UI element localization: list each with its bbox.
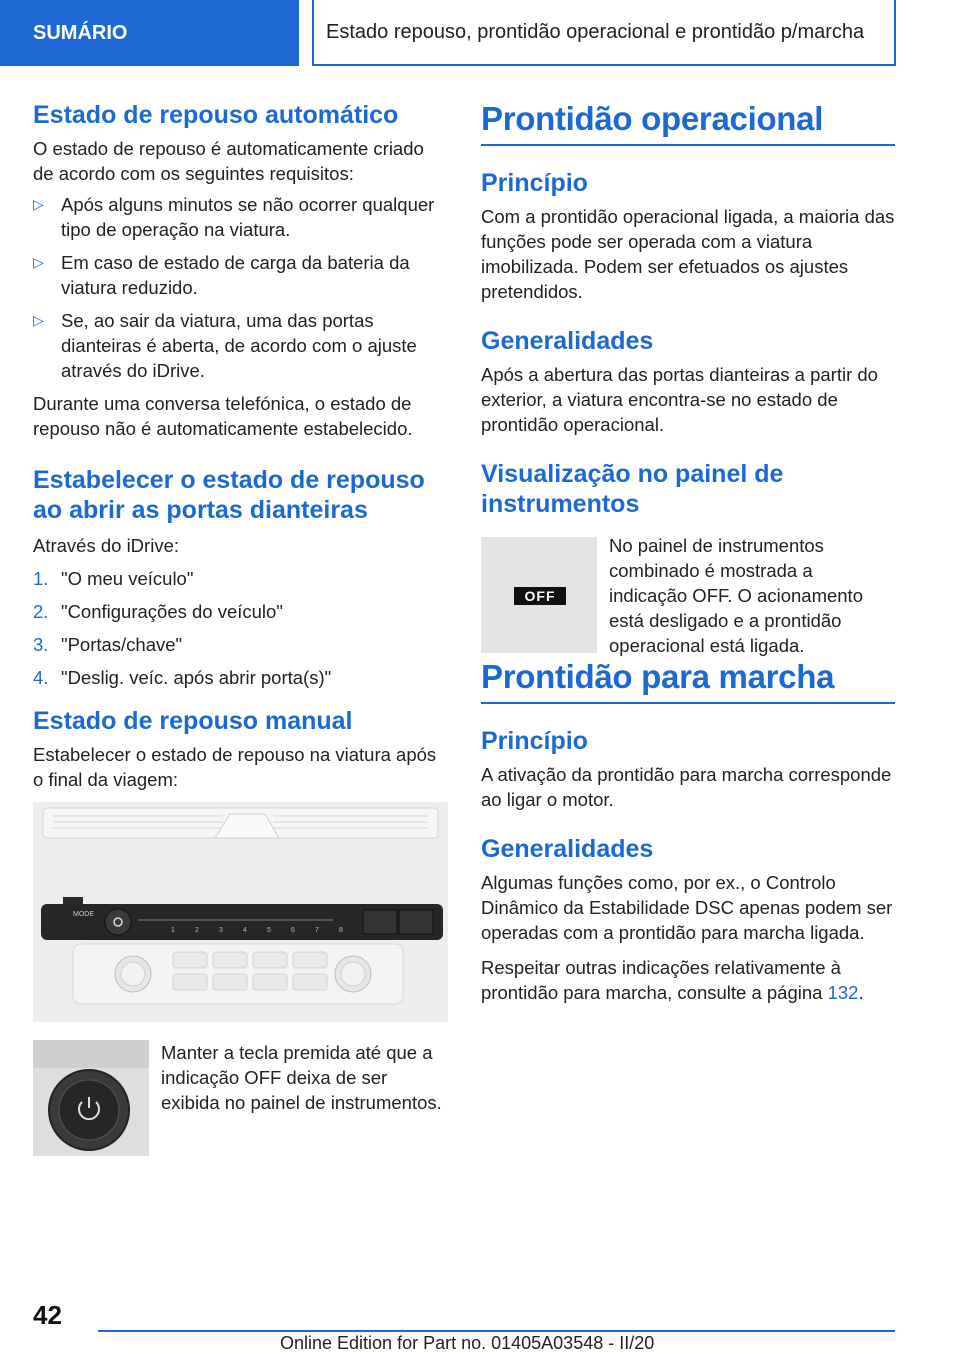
section-title-front-doors: Estabelecer o estado de repouso ao abrir as portas dianteiras bbox=[33, 466, 425, 524]
subheading-instrument-display: Visualização no painel de instrumentos bbox=[481, 460, 784, 518]
subheading-principle-2: Princípio bbox=[481, 727, 588, 755]
footer-edition: Online Edition for Part no. 01405A03548 - II/20 bbox=[280, 1333, 655, 1353]
center-console-illustration bbox=[33, 802, 448, 1022]
subheading-general-2: Generalidades bbox=[481, 835, 654, 863]
triangle-bullet-icon: ▷ bbox=[33, 312, 44, 328]
idrive-steps bbox=[33, 566, 448, 690]
sumario-tab[interactable]: SUMÁRIO bbox=[0, 0, 299, 66]
preset-3: 3 bbox=[219, 927, 223, 934]
paragraph: Durante uma conversa telefónica, o estado de repouso não é automaticamente estabelecido. bbox=[33, 393, 413, 439]
right-column bbox=[481, 100, 895, 1005]
center-console-image bbox=[33, 802, 448, 1022]
heading-operational-readiness: Prontidão operacional bbox=[481, 100, 895, 146]
footer-divider bbox=[98, 1330, 895, 1332]
paragraph: O estado de repouso é automaticamente criado de acordo com os seguintes requisitos: bbox=[33, 138, 424, 184]
off-figure-row bbox=[481, 537, 895, 658]
list-item: ▷ Após alguns minutos se não ocorrer qualquer tipo de operação na viatura. bbox=[33, 194, 435, 240]
page-number: 42 bbox=[33, 1300, 62, 1330]
paragraph-with-link: Respeitar outras indicações relativamente à prontidão para marcha, consulte a página 132. bbox=[481, 957, 864, 1003]
preset-4: 4 bbox=[243, 927, 247, 934]
preset-5: 5 bbox=[267, 927, 271, 934]
off-indicator-label: OFF bbox=[514, 587, 566, 605]
heading-drive-readiness: Prontidão para marcha bbox=[481, 658, 895, 704]
step-item: 1. "O meu veículo" bbox=[33, 568, 194, 589]
chapter-title: Estado repouso, prontidão operacional e prontidão p/marcha bbox=[312, 0, 896, 66]
knob-caption: Manter a tecla premida até que a indicação OFF deixa de ser exibida no painel de instrumentos. bbox=[161, 1042, 442, 1113]
preset-1: 1 bbox=[171, 927, 175, 934]
paragraph: A ativação da prontidão para marcha corresponde ao ligar o motor. bbox=[481, 764, 892, 810]
section-title-manual-sleep: Estado de repouso manual bbox=[33, 707, 353, 735]
triangle-bullet-icon: ▷ bbox=[33, 254, 44, 270]
left-column bbox=[33, 100, 448, 1156]
list-item: ▷ Se, ao sair da viatura, uma das portas dianteiras é aberta, de acordo com o ajuste através do iDrive. bbox=[33, 310, 417, 381]
preset-7: 7 bbox=[315, 927, 319, 934]
power-knob-image bbox=[33, 1040, 149, 1156]
triangle-bullet-icon: ▷ bbox=[33, 196, 44, 212]
off-indicator-image bbox=[481, 537, 597, 653]
step-item: 2. "Configurações do veículo" bbox=[33, 601, 283, 622]
section-title-auto-sleep: Estado de repouso automático bbox=[33, 101, 399, 129]
preset-2: 2 bbox=[195, 927, 199, 934]
paragraph: Estabelecer o estado de repouso na viatura após o final da viagem: bbox=[33, 744, 437, 790]
preset-6: 6 bbox=[291, 927, 295, 934]
list-item: ▷ Em caso de estado de carga da bateria da viatura reduzido. bbox=[33, 252, 410, 298]
paragraph: Com a prontidão operacional ligada, a maioria das funções pode ser operada com a viatura imobilizada. Podem ser efetuados os ajustes pretendidos. bbox=[481, 206, 895, 302]
step-item: 4. "Deslig. veíc. após abrir porta(s)" bbox=[33, 667, 332, 688]
knob-figure-row bbox=[33, 1040, 448, 1156]
console-mode-label: MODE bbox=[73, 911, 94, 918]
subheading-general: Generalidades bbox=[481, 327, 654, 355]
paragraph: Após a abertura das portas dianteiras a partir do exterior, a viatura encontra-se no estado de prontidão operacional. bbox=[481, 364, 878, 435]
subheading-principle: Princípio bbox=[481, 169, 588, 197]
paragraph: Algumas funções como, por ex., o Controlo Dinâmico da Estabilidade DSC apenas podem ser operadas com a prontidão para marcha ligada. bbox=[481, 872, 893, 943]
step-item: 3. "Portas/chave" bbox=[33, 634, 183, 655]
requirements-list bbox=[33, 192, 448, 383]
power-knob-illustration bbox=[33, 1040, 149, 1156]
off-caption: No painel de instrumentos combinado é mostrada a indicação OFF. O acionamento está desligado e a prontidão operacional está ligada. bbox=[609, 535, 863, 656]
preset-8: 8 bbox=[339, 927, 343, 934]
page-link[interactable]: 132 bbox=[827, 982, 859, 1003]
paragraph: Através do iDrive: bbox=[33, 535, 179, 556]
